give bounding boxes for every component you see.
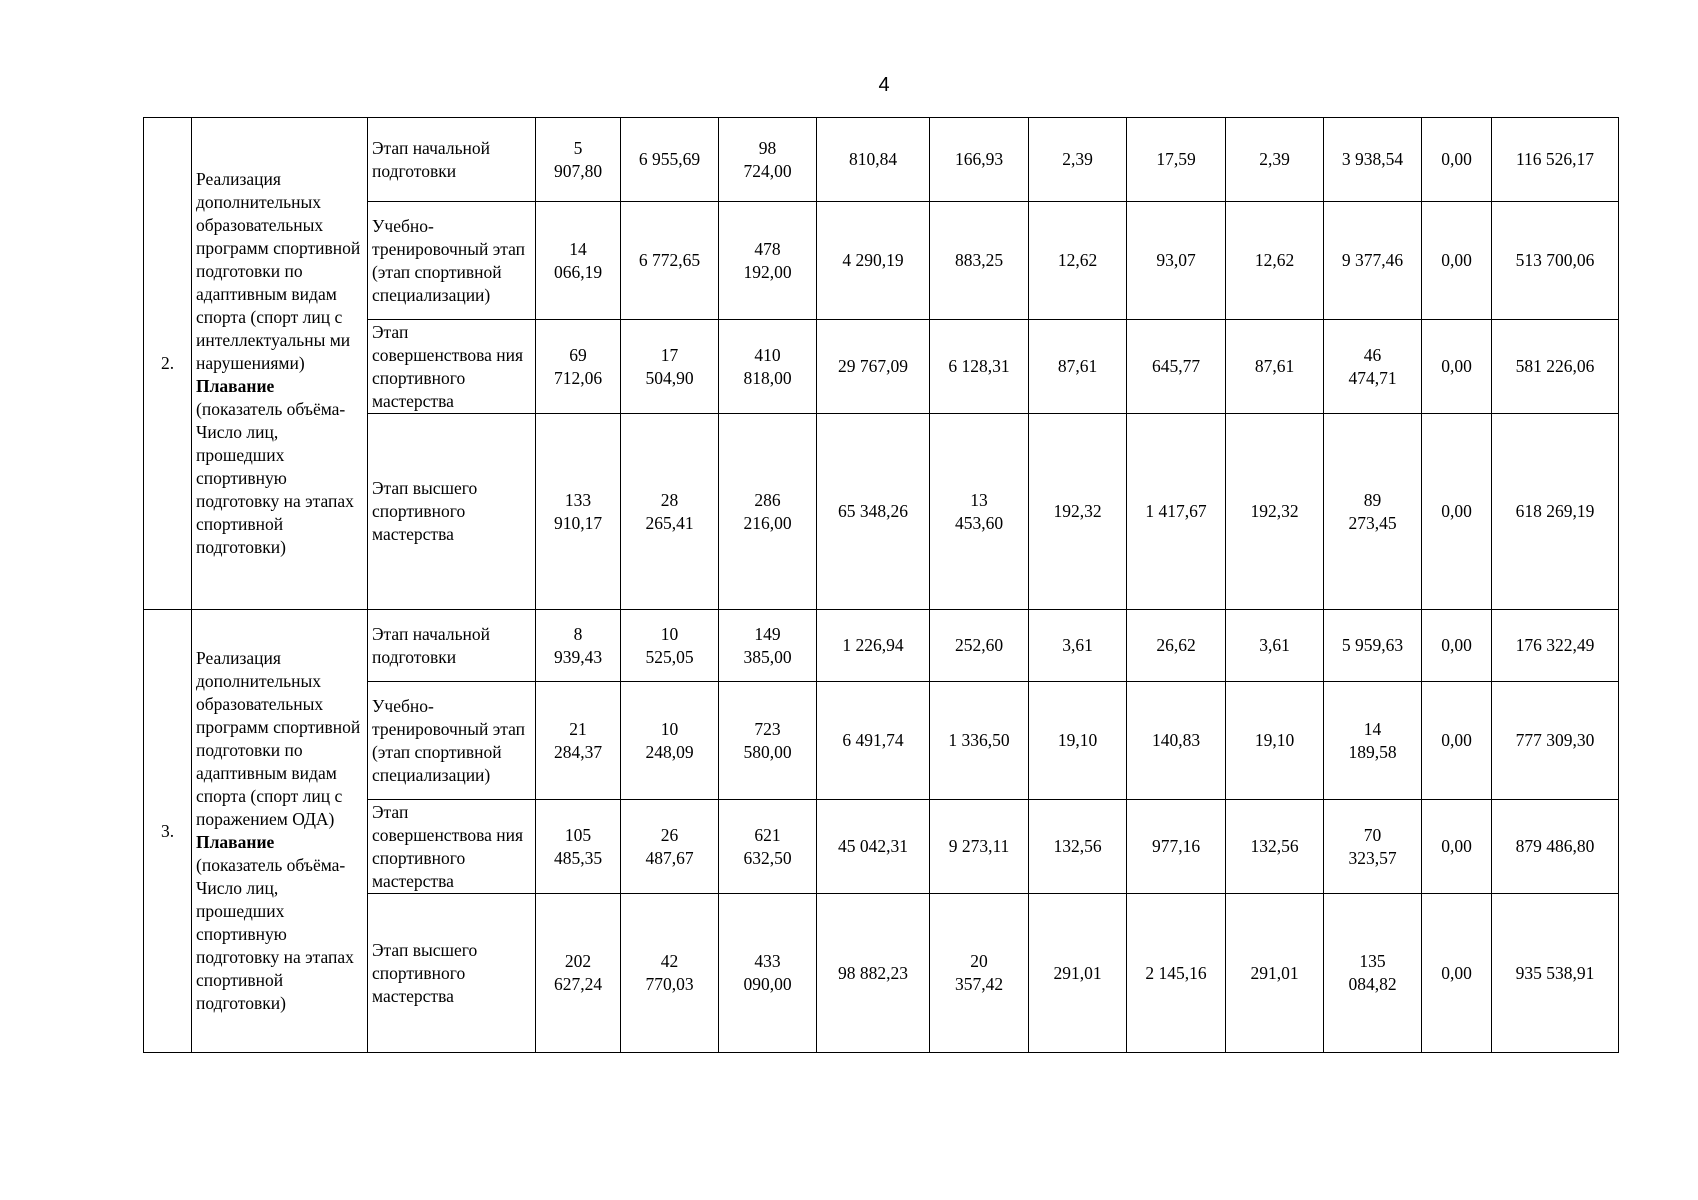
value-text: 29 767,09 [838,356,908,376]
value-text: 69 [569,344,587,365]
value-text: 14 [569,238,587,259]
value-text: 93,07 [1156,250,1196,270]
value-cell [930,894,1029,1053]
value-text: 192,32 [1053,501,1102,521]
value-text: 9 273,11 [948,836,1010,856]
value-cell [1492,202,1619,320]
value-text: 248,09 [645,741,694,762]
value-text: 712,06 [553,367,603,388]
indicator-text: (показатель объёма-Число лиц, прошедших спортивную подготовку на этапах спортивной подготовки) [196,399,354,557]
value-cell [536,414,621,610]
value-cell [1029,800,1127,894]
value-cell [1492,682,1619,800]
value-text: 977,16 [1151,836,1201,856]
value-cell [1324,894,1422,1053]
value-text: 879 486,80 [1515,836,1595,856]
value-text: 883,25 [954,250,1004,270]
value-cell [930,610,1029,682]
stage-name: Учебно-тренировочный этап (этап спортивной специализации) [368,682,536,800]
value-text: 0,00 [1441,730,1472,750]
value-cell [1422,414,1492,610]
value-cell [1226,682,1324,800]
value-cell [1127,682,1226,800]
value-text: 98 882,23 [838,962,908,983]
value-cell [1226,118,1324,202]
value-text: 17,59 [1156,149,1196,169]
value-text: 770,03 [645,974,694,994]
budget-table [143,117,1619,1053]
value-cell [1324,414,1422,610]
value-cell [719,320,817,414]
value-text: 3,61 [1259,635,1290,655]
value-text: 284,37 [553,741,603,762]
value-cell [621,800,719,894]
value-text: 0,00 [1441,356,1472,376]
value-cell [1029,682,1127,800]
value-text: 0,00 [1441,962,1472,983]
sport-name: Плавание [196,832,275,852]
value-text: 20 [970,951,988,971]
value-text: 777 309,30 [1515,730,1595,750]
value-text: 6 772,65 [638,250,701,270]
value-text: 357,42 [954,974,1004,994]
value-text: 291,01 [1250,962,1299,983]
value-cell [817,894,930,1053]
value-text: 46 [1363,344,1382,365]
value-cell [1029,610,1127,682]
value-text: 6 491,74 [842,730,904,750]
value-text: 474,71 [1348,367,1397,388]
value-text: 133 [564,489,592,510]
value-cell [719,414,817,610]
value-cell [1422,610,1492,682]
value-cell [1422,202,1492,320]
value-cell [930,414,1029,610]
value-text: 433 [754,951,781,971]
value-cell [1127,800,1226,894]
value-text: 89 [1363,489,1382,510]
value-text: 14 [1363,718,1382,739]
value-text: 487,67 [645,847,694,868]
value-text: 2,39 [1259,149,1290,169]
value-cell [1422,320,1492,414]
value-cell [536,202,621,320]
value-cell [1422,894,1492,1053]
value-cell [1226,800,1324,894]
value-text: 3,61 [1062,635,1093,655]
description-text: Реализация дополнительных образовательных программ спортивной подготовки по адаптивным видам спорта (спорт лиц с интеллектуальны ми нарушениями) [196,169,361,373]
value-cell [536,800,621,894]
value-cell [1127,202,1226,320]
value-cell [817,320,930,414]
value-cell [1492,118,1619,202]
value-cell [1422,800,1492,894]
value-text: 1 417,67 [1145,501,1207,521]
value-text: 26 [660,824,679,845]
section-number: 2. [144,118,192,610]
value-cell [536,610,621,682]
value-text: 910,17 [553,512,603,533]
value-text: 273,45 [1348,512,1397,533]
value-cell [621,320,719,414]
value-text: 70 [1363,824,1382,845]
value-cell [1029,202,1127,320]
value-text: 0,00 [1441,635,1472,655]
value-text: 19,10 [1057,730,1098,750]
value-cell [1324,320,1422,414]
value-text: 485,35 [553,847,603,868]
value-cell [1029,320,1127,414]
value-text: 5 [573,137,583,158]
value-text: 935 538,91 [1515,962,1595,983]
value-text: 202 [564,951,592,971]
value-text: 580,00 [743,741,792,762]
value-cell [719,894,817,1053]
value-text: 581 226,06 [1515,356,1595,376]
table-row [144,610,1619,682]
value-cell [1492,414,1619,610]
value-text: 084,82 [1348,974,1397,994]
value-text: 189,58 [1348,741,1397,762]
stage-name: Этап начальной подготовки [368,118,536,202]
value-text: 26,62 [1156,635,1196,655]
value-text: 87,61 [1254,356,1295,376]
value-text: 12,62 [1057,250,1098,270]
value-cell [719,202,817,320]
value-text: 645,77 [1151,356,1201,376]
value-text: 724,00 [743,160,792,181]
section-description [192,118,368,610]
value-cell [1029,414,1127,610]
value-text: 192,32 [1250,501,1299,521]
value-cell [930,320,1029,414]
value-cell [536,894,621,1053]
value-text: 513 700,06 [1515,250,1595,270]
value-text: 525,05 [645,646,694,667]
value-text: 632,50 [743,847,792,868]
value-text: 216,00 [743,512,792,533]
value-cell [817,118,930,202]
value-text: 5 959,63 [1341,635,1404,655]
section-description [192,610,368,1053]
value-text: 13 [970,489,988,510]
value-text: 291,01 [1053,962,1102,983]
stage-name: Этап высшего спортивного мастерства [368,414,536,610]
value-text: 4 290,19 [842,250,904,270]
value-cell [1127,610,1226,682]
value-text: 98 [758,137,777,158]
section-number: 3. [144,610,192,1053]
sport-name: Плавание [196,376,275,396]
value-text: 135 [1359,951,1386,971]
value-text: 410 [754,344,781,365]
value-text: 149 [754,623,781,644]
indicator-text: (показатель объёма-Число лиц, прошедших спортивную подготовку на этапах спортивной подготовки) [196,855,354,1013]
value-text: 504,90 [645,367,694,388]
value-text: 286 [754,489,781,510]
value-cell [1324,118,1422,202]
value-text: 621 [754,824,781,845]
value-cell [1226,894,1324,1053]
value-cell [817,682,930,800]
value-text: 252,60 [954,635,1004,655]
value-text: 385,00 [743,646,792,667]
value-cell [1127,320,1226,414]
value-cell [1324,682,1422,800]
value-cell [1324,800,1422,894]
value-text: 723 [754,718,781,739]
value-text: 9 377,46 [1341,250,1404,270]
value-text: 19,10 [1254,730,1295,750]
value-cell [1029,894,1127,1053]
value-text: 192,00 [743,261,792,282]
value-cell [1226,610,1324,682]
value-cell [621,610,719,682]
value-cell [1127,414,1226,610]
value-text: 6 955,69 [638,149,701,169]
value-cell [1226,202,1324,320]
value-text: 0,00 [1441,149,1472,169]
value-text: 166,93 [954,149,1004,169]
value-cell [1324,610,1422,682]
value-cell [621,118,719,202]
value-cell [930,118,1029,202]
value-text: 8 [573,623,583,644]
value-text: 12,62 [1254,250,1295,270]
value-cell [1422,682,1492,800]
value-text: 176 322,49 [1515,635,1595,655]
value-text: 907,80 [553,160,603,181]
value-text: 116 526,17 [1515,149,1595,169]
value-cell [930,800,1029,894]
value-text: 132,56 [1250,836,1299,856]
value-text: 0,00 [1441,250,1472,270]
value-cell [1127,118,1226,202]
value-cell [719,118,817,202]
value-text: 1 226,94 [842,635,904,655]
value-cell [621,682,719,800]
value-text: 0,00 [1441,836,1472,856]
value-text: 3 938,54 [1341,149,1404,169]
value-cell [719,800,817,894]
value-cell [1324,202,1422,320]
value-cell [1226,414,1324,610]
value-text: 17 [660,344,679,365]
stage-name: Этап совершенствова ния спортивного мастерства [368,800,536,894]
description-text: Реализация дополнительных образовательных программ спортивной подготовки по адаптивным видам спорта (спорт лиц с поражением ОДА) [196,648,361,829]
value-text: 10 [660,623,679,644]
value-cell [1127,894,1226,1053]
value-cell [1492,320,1619,414]
value-cell [621,894,719,1053]
value-text: 105 [564,824,592,845]
value-cell [930,202,1029,320]
value-cell [621,202,719,320]
stage-name: Этап совершенствова ния спортивного мастерства [368,320,536,414]
value-cell [536,682,621,800]
value-cell [719,610,817,682]
value-text: 10 [660,718,679,739]
value-text: 818,00 [743,367,792,388]
value-cell [1492,894,1619,1053]
value-cell [1226,320,1324,414]
value-text: 627,24 [553,974,603,994]
value-text: 810,84 [848,149,898,169]
value-text: 6 128,31 [948,356,1010,376]
value-text: 2 145,16 [1145,962,1207,983]
value-text: 42 [660,951,679,971]
value-text: 265,41 [645,512,694,533]
value-text: 090,00 [743,974,792,994]
value-text: 066,19 [553,261,603,282]
value-text: 21 [569,718,587,739]
value-text: 453,60 [954,512,1004,533]
value-cell [621,414,719,610]
value-text: 618 269,19 [1515,501,1595,521]
page-number: 4 [878,74,890,96]
stage-name: Учебно-тренировочный этап (этап спортивной специализации) [368,202,536,320]
value-text: 140,83 [1151,730,1201,750]
value-text: 28 [660,489,679,510]
value-cell [1422,118,1492,202]
value-text: 0,00 [1441,501,1472,521]
value-text: 478 [754,238,781,259]
value-cell [536,118,621,202]
value-cell [817,202,930,320]
value-text: 65 348,26 [838,501,908,521]
value-cell [1492,610,1619,682]
value-text: 132,56 [1053,836,1102,856]
value-text: 2,39 [1062,149,1093,169]
value-cell [1492,800,1619,894]
value-cell [817,610,930,682]
value-cell [817,414,930,610]
value-cell [1029,118,1127,202]
value-text: 45 042,31 [838,836,908,856]
table-row [144,118,1619,202]
table-body [144,118,1619,1053]
value-cell [817,800,930,894]
value-text: 939,43 [553,646,603,667]
stage-name: Этап начальной подготовки [368,610,536,682]
value-text: 87,61 [1057,356,1098,376]
value-cell [719,682,817,800]
value-text: 1 336,50 [948,730,1010,750]
value-cell [536,320,621,414]
value-text: 323,57 [1348,847,1397,868]
value-cell [930,682,1029,800]
stage-name: Этап высшего спортивного мастерства [368,894,536,1053]
